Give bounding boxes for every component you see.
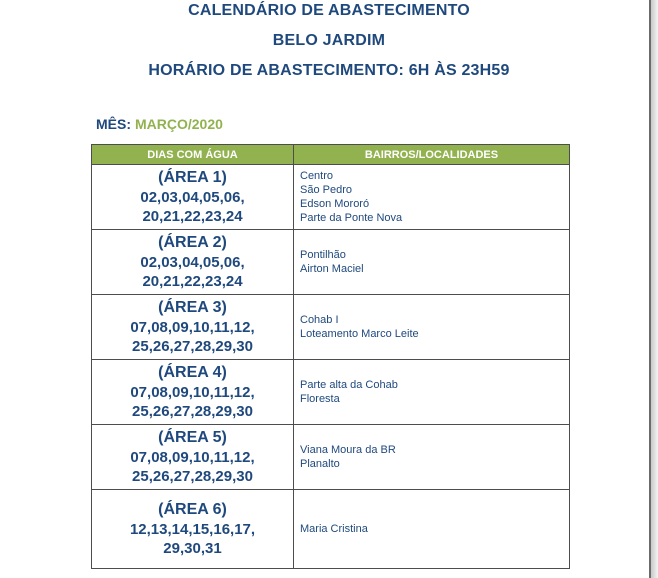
place-item: Edson Mororó bbox=[300, 198, 370, 210]
table-row bbox=[92, 425, 570, 490]
area-label: (ÁREA 6) bbox=[158, 501, 227, 518]
days-line: 02,03,04,05,06, bbox=[140, 254, 245, 271]
days-line: 12,13,14,15,16,17, bbox=[129, 521, 256, 538]
area-label: (ÁREA 1) bbox=[158, 169, 227, 186]
month-line bbox=[96, 116, 223, 132]
days-line: 25,26,27,28,29,30 bbox=[132, 403, 253, 420]
days-line: 02,03,04,05,06, bbox=[140, 189, 245, 206]
place-item: Viana Moura da BR bbox=[300, 444, 396, 456]
days-cell bbox=[92, 360, 294, 425]
supply-schedule-table bbox=[91, 144, 570, 569]
area-label: (ÁREA 4) bbox=[158, 364, 227, 381]
table-row bbox=[92, 295, 570, 360]
page-edge-shadow bbox=[651, 0, 658, 578]
place-item: Airton Maciel bbox=[300, 263, 364, 275]
month-value: MARÇO/2020 bbox=[135, 116, 223, 132]
place-item: Parte da Ponte Nova bbox=[300, 212, 403, 224]
area-label: (ÁREA 2) bbox=[158, 234, 227, 251]
days-cell bbox=[92, 295, 294, 360]
places-cell bbox=[294, 165, 570, 230]
places-cell bbox=[294, 230, 570, 295]
days-line: 20,21,22,23,24 bbox=[142, 208, 243, 225]
table-row bbox=[92, 165, 570, 230]
place-item: Maria Cristina bbox=[300, 523, 368, 535]
document-title: CALENDÁRIO DE ABASTECIMENTO bbox=[188, 2, 470, 19]
days-line: 07,08,09,10,11,12, bbox=[130, 384, 255, 401]
days-line: 07,08,09,10,11,12, bbox=[130, 319, 255, 336]
place-item: Cohab I bbox=[300, 314, 339, 326]
days-cell bbox=[92, 165, 294, 230]
place-item: São Pedro bbox=[300, 184, 352, 196]
days-cell bbox=[92, 230, 294, 295]
place-item: Floresta bbox=[300, 393, 340, 405]
days-line: 25,26,27,28,29,30 bbox=[132, 468, 253, 485]
days-line: 29,30,31 bbox=[163, 540, 222, 557]
places-cell bbox=[294, 360, 570, 425]
place-item: Planalto bbox=[300, 458, 340, 470]
area-label: (ÁREA 5) bbox=[158, 429, 227, 446]
schedule-hours-title: HORÁRIO DE ABASTECIMENTO: 6H ÀS 23H59 bbox=[148, 62, 510, 79]
places-cell bbox=[294, 295, 570, 360]
place-item: Centro bbox=[300, 170, 334, 182]
places-cell bbox=[294, 490, 570, 569]
table-row bbox=[92, 490, 570, 569]
place-item: Loteamento Marco Leite bbox=[300, 328, 419, 340]
table-row bbox=[92, 230, 570, 295]
days-line: 20,21,22,23,24 bbox=[142, 273, 243, 290]
places-cell bbox=[294, 425, 570, 490]
table-row bbox=[92, 360, 570, 425]
month-label: MÊS: bbox=[96, 116, 131, 132]
place-item: Parte alta da Cohab bbox=[300, 379, 398, 391]
days-cell bbox=[92, 490, 294, 569]
city-title: BELO JARDIM bbox=[272, 32, 386, 49]
days-line: 25,26,27,28,29,30 bbox=[132, 338, 253, 355]
header-neighborhoods: BAIRROS/LOCALIDADES bbox=[294, 145, 570, 165]
days-line: 07,08,09,10,11,12, bbox=[130, 449, 255, 466]
area-label: (ÁREA 3) bbox=[158, 299, 227, 316]
header-days-with-water: DIAS COM ÁGUA bbox=[92, 145, 294, 165]
days-cell bbox=[92, 425, 294, 490]
table-header-row bbox=[92, 145, 570, 165]
place-item: Pontilhão bbox=[300, 249, 346, 261]
